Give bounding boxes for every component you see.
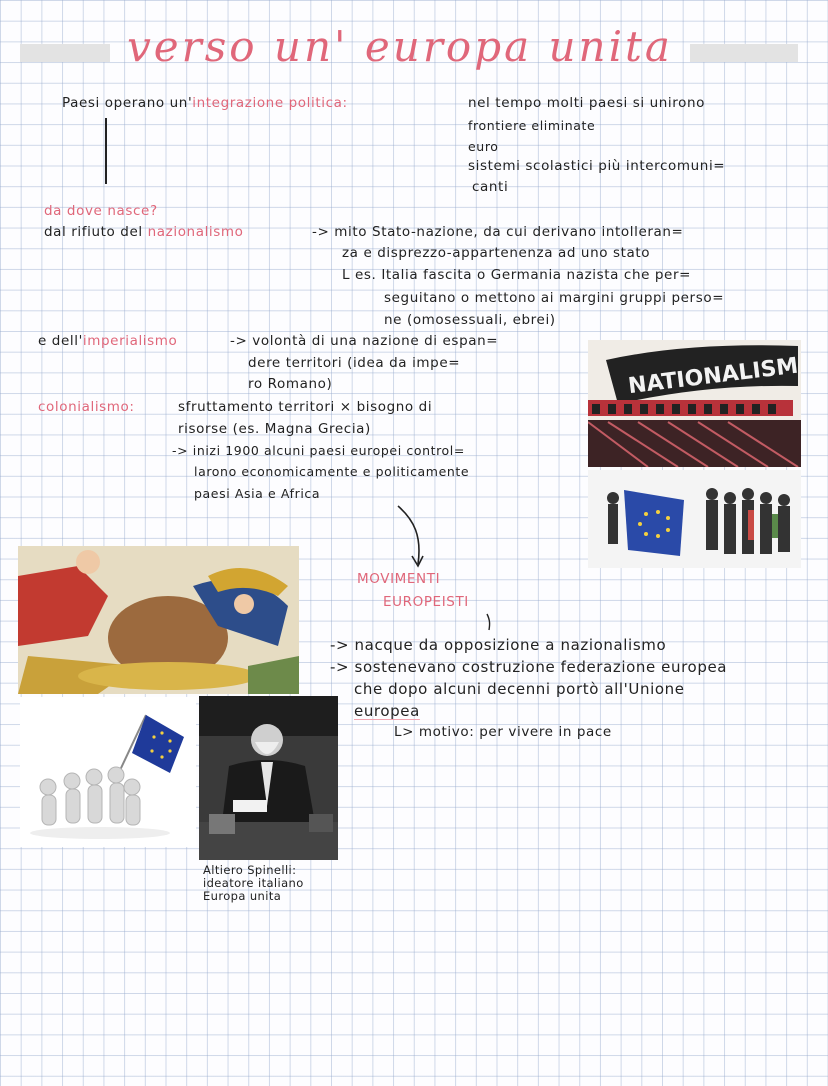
colonialism-line-3: -> inizi 1900 alcuni paesi europei control=	[172, 443, 465, 458]
imperialism-lead-text: e dell'	[38, 333, 83, 349]
intro-line-5: canti	[472, 179, 509, 195]
vertical-stroke	[105, 118, 107, 184]
origin-line-5: ne (omosessuali, ebrei)	[384, 312, 556, 328]
movements-heading-2: EUROPEISTI	[383, 594, 469, 610]
movements-heading-1: MOVIMENTI	[357, 571, 441, 587]
nationalism-poster-image	[588, 340, 801, 467]
origin-lead	[44, 223, 244, 242]
intro-line-4: sistemi scolastici più intercomuni=	[468, 158, 726, 174]
intro-highlight: integrazione politica:	[192, 95, 348, 111]
movements-line-2: -> sostenevano costruzione federazione europea	[330, 658, 728, 676]
origin-line-3: L es. Italia fascita o Germania nazista che per=	[342, 267, 692, 283]
imperialism-lead	[38, 332, 177, 351]
movements-line-1	[330, 636, 666, 655]
origin-highlight: nazionalismo	[147, 224, 244, 240]
origin-line-4: seguitano o mettono ai margini gruppi perso=	[384, 290, 725, 306]
movements-reason: L> motivo: per vivere in pace	[394, 724, 612, 740]
imperialism-line-2: dere territori (idea da impe=	[248, 355, 461, 371]
colonialism-line-5: paesi Asia e Africa	[194, 486, 321, 501]
spinelli-caption-line-1: Altiero Spinelli:	[203, 863, 297, 877]
intro-lead-text: Paesi operano un'	[62, 95, 193, 111]
colonialism-line-4: larono economicamente e politicamente	[194, 464, 470, 479]
spinelli-caption-line-2: ideatore italiano	[203, 876, 304, 890]
spinelli-photo-image	[199, 696, 338, 860]
intro-line-3: euro	[468, 139, 499, 154]
movements-line-4: europea	[354, 702, 420, 720]
movements-line-3: che dopo alcuni decenni portò all'Unione	[354, 680, 685, 698]
small-stroke-icon	[484, 612, 494, 632]
poster-text: NATIONALISM	[626, 353, 800, 400]
intro-line-2: frontiere eliminate	[468, 118, 596, 133]
eu-flag-figures-image	[20, 697, 196, 847]
title-highlight-right	[690, 44, 798, 62]
movements-line-1-text: -> nacque da opposizione a nazionalismo	[330, 636, 667, 654]
origin-question: da dove nasce?	[44, 203, 158, 219]
imperialism-line-1: -> volontà di una nazione di espan=	[230, 333, 499, 349]
colonialism-line-1: sfruttamento territori × bisogno di	[178, 399, 433, 415]
imperialism-highlight: imperialismo	[82, 333, 178, 349]
arrow-down-icon	[392, 502, 432, 572]
spinelli-caption-line-3: Europa unita	[203, 889, 282, 903]
caricature-image	[18, 546, 299, 694]
origin-line-1: -> mito Stato-nazione, da cui derivano intolleran=	[312, 224, 684, 240]
imperialism-line-3: ro Romano)	[248, 376, 333, 392]
colonialism-highlight: colonialismo:	[38, 399, 135, 415]
colonialism-line-2: risorse (es. Magna Grecia)	[178, 421, 371, 437]
intro-line-1: nel tempo molti paesi si unirono	[468, 95, 705, 111]
page-title: verso un' europa unita	[127, 22, 673, 71]
spinelli-caption	[203, 864, 304, 903]
intro-lead	[62, 94, 348, 113]
origin-lead-text: dal rifiuto del	[44, 224, 143, 240]
eu-cartoon-image	[588, 470, 801, 568]
origin-line-2: za e disprezzo-appartenenza ad uno stato	[342, 245, 651, 261]
title-highlight-left	[20, 44, 110, 62]
